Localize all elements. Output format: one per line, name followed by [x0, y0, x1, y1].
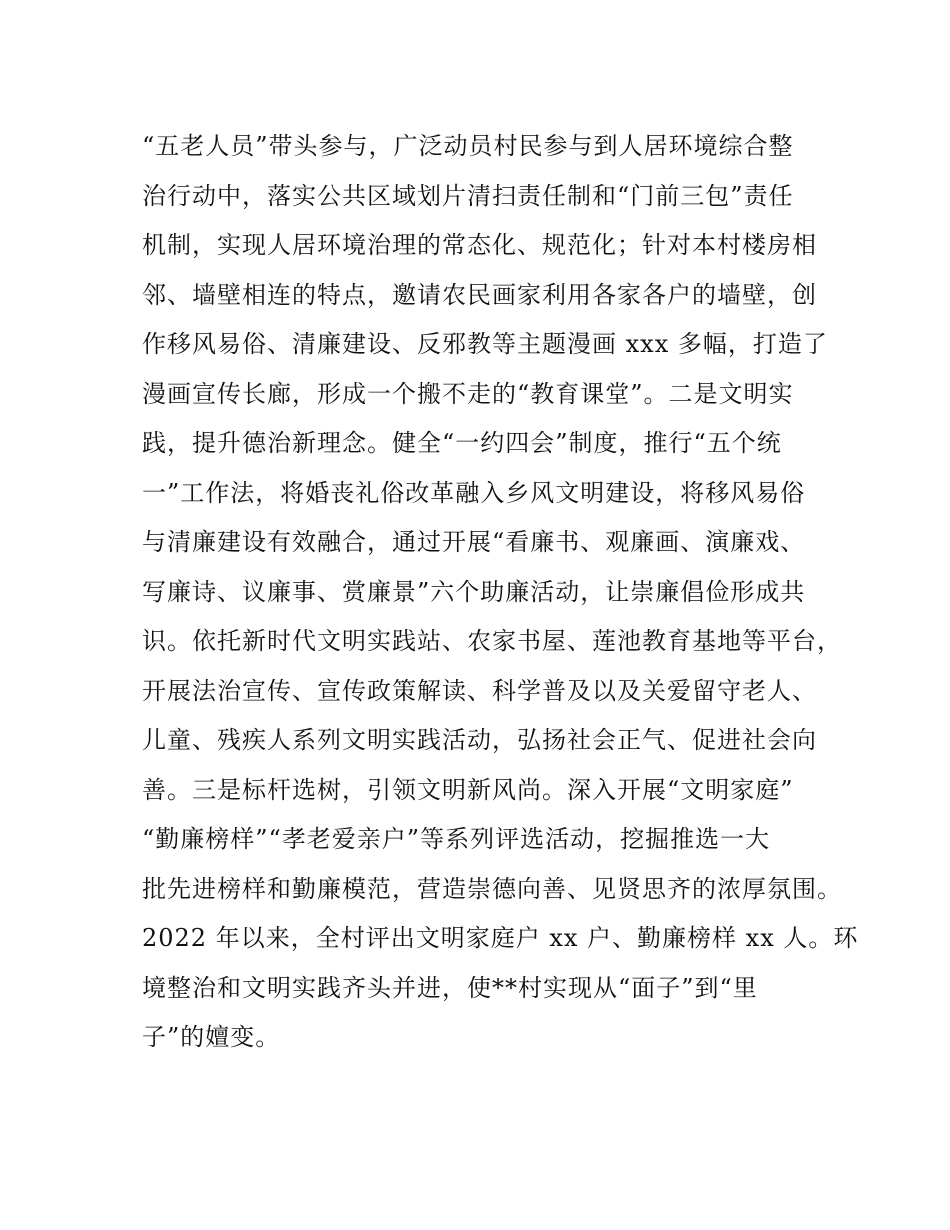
text-line: 作移风易俗、清廉建设、反邪教等主题漫画 xxx 多幅，打造了: [142, 330, 828, 358]
text-line: 治行动中，落实公共区域划片清扫责任制和“门前三包”责任: [142, 181, 794, 210]
text-line: 与清廉建设有效融合，通过开展“看廉书、观廉画、演廉戏、: [142, 528, 806, 556]
text-line: “勤廉榜样”“孝老爱亲户”等系列评选活动，挖掘推选一大: [142, 825, 771, 853]
text-line: 践，提升德治新理念。健全“一约四会”制度，推行“五个统: [142, 429, 782, 457]
text-line: 2022 年以来，全村评出文明家庭户 xx 户、勤廉榜样 xx 人。环: [142, 924, 859, 952]
text-line: 境整治和文明实践齐头并进，使**村实现从“面子”到“里: [142, 973, 758, 1002]
text-line: 邻、墙壁相连的特点，邀请农民画家利用各家各户的墙壁，创: [142, 280, 817, 309]
text-line: 写廉诗、议廉事、赏廉景”六个助廉活动，让崇廉倡俭形成共: [142, 577, 806, 606]
text-line: “五老人员”带头参与，广泛动员村民参与到人居环境综合整: [142, 132, 794, 160]
text-line: 一”工作法，将婚丧礼俗改革融入乡风文明建设，将移风易俗: [142, 478, 806, 507]
text-line: 子”的嬗变。: [142, 1023, 281, 1051]
body-text: [142, 122, 859, 1063]
text-line: 善。三是标杆选树，引领文明新风尚。深入开展“文明家庭”: [142, 775, 794, 804]
text-line: 批先进榜样和勤廉模范，营造崇德向善、见贤思齐的浓厚氛围。: [142, 874, 842, 903]
text-line: 识。依托新时代文明实践站、农家书屋、莲池教育基地等平台，: [142, 627, 842, 655]
text-line: 漫画宣传长廊，形成一个搬不走的“教育课堂”。二是文明实: [142, 379, 794, 408]
text-line: 机制，实现人居环境治理的常态化、规范化；针对本村楼房相: [142, 231, 817, 259]
text-line: 儿童、残疾人系列文明实践活动，弘扬社会正气、促进社会向: [142, 726, 817, 754]
text-line: 开展法治宣传、宣传政策解读、科学普及以及关爱留守老人、: [142, 676, 817, 705]
